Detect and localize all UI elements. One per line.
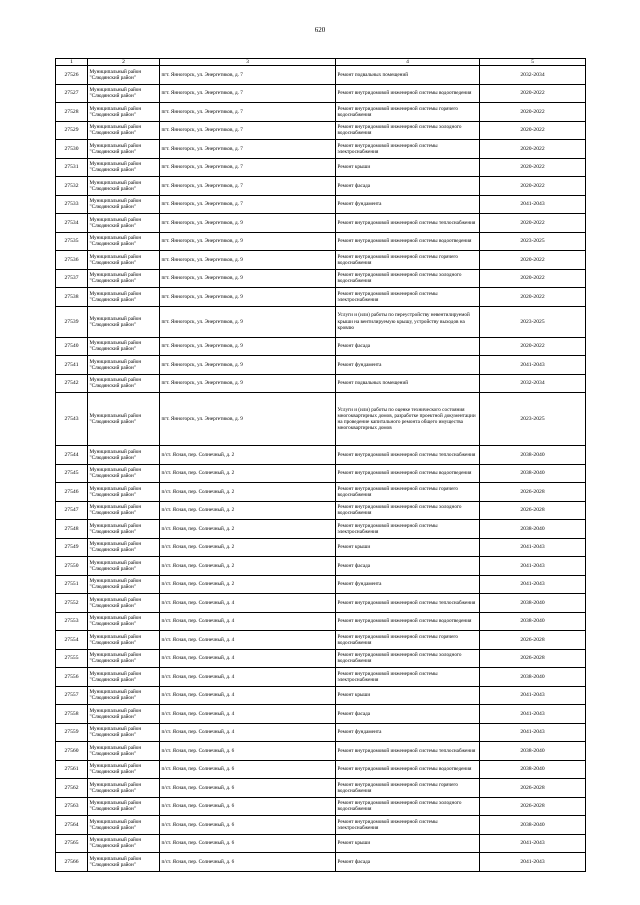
work-type-cell: Ремонт крыши: [336, 686, 480, 705]
row-number: 27528: [56, 103, 88, 122]
period-cell: 2026-2028: [480, 779, 586, 798]
period-cell: 2020-2022: [480, 140, 586, 159]
table-row: [56, 483, 586, 502]
period-cell: 2038-2040: [480, 612, 586, 631]
period-cell: 2038-2040: [480, 742, 586, 761]
municipality-cell: Муниципальный район "Слюдянский район": [88, 520, 160, 539]
period-cell: 2020-2022: [480, 103, 586, 122]
address-cell: п/ст. Ясная, пер. Солнечный, д. 4: [160, 631, 336, 650]
row-number: 27541: [56, 356, 88, 375]
address-cell: п/ст. Ясная, пер. Солнечный, д. 2: [160, 538, 336, 557]
row-number: 27527: [56, 84, 88, 103]
row-number: 27566: [56, 853, 88, 872]
municipality-cell: Муниципальный район "Слюдянский район": [88, 649, 160, 668]
period-cell: 2041-2043: [480, 575, 586, 594]
period-cell: 2041-2043: [480, 705, 586, 724]
period-cell: 2026-2028: [480, 483, 586, 502]
row-number: 27552: [56, 594, 88, 613]
municipality-cell: Муниципальный район "Слюдянский район": [88, 483, 160, 502]
address-cell: п/ст. Ясная, пер. Солнечный, д. 6: [160, 742, 336, 761]
municipality-cell: Муниципальный район "Слюдянский район": [88, 337, 160, 356]
work-type-cell: Ремонт крыши: [336, 834, 480, 853]
period-cell: 2032-2034: [480, 374, 586, 393]
address-cell: пгт. Янногорск, ул. Энергетиков, д. 9: [160, 214, 336, 233]
work-type-cell: Ремонт внутридомовой инженерной системы теплоснабжения: [336, 214, 480, 233]
address-cell: п/ст. Ясная, пер. Солнечный, д. 6: [160, 853, 336, 872]
table-row: [56, 337, 586, 356]
table-row: [56, 834, 586, 853]
work-type-cell: Ремонт внутридомовой инженерной системы горячего водоснабжения: [336, 483, 480, 502]
row-number: 27543: [56, 393, 88, 446]
table-row: [56, 306, 586, 337]
municipality-cell: Муниципальный район "Слюдянский район": [88, 140, 160, 159]
table-row: [56, 538, 586, 557]
address-cell: п/ст. Ясная, пер. Солнечный, д. 6: [160, 816, 336, 835]
municipality-cell: Муниципальный район "Слюдянский район": [88, 177, 160, 196]
column-header: 1: [56, 59, 88, 66]
table-row: [56, 288, 586, 307]
row-number: 27564: [56, 816, 88, 835]
municipality-cell: Муниципальный район "Слюдянский район": [88, 356, 160, 375]
row-number: 27563: [56, 797, 88, 816]
table-row: [56, 686, 586, 705]
period-cell: 2020-2022: [480, 269, 586, 288]
work-type-cell: Ремонт внутридомовой инженерной системы водоотведения: [336, 612, 480, 631]
period-cell: 2041-2043: [480, 834, 586, 853]
row-number: 27553: [56, 612, 88, 631]
table-row: [56, 631, 586, 650]
table-row: [56, 816, 586, 835]
work-type-cell: Ремонт фундамента: [336, 195, 480, 214]
municipality-cell: Муниципальный район "Слюдянский район": [88, 158, 160, 177]
row-number: 27555: [56, 649, 88, 668]
table-row: [56, 668, 586, 687]
work-type-cell: Ремонт внутридомовой инженерной системы холодного водоснабжения: [336, 269, 480, 288]
work-type-cell: Услуги и (или) работы по оценке технического состояния многоквартирных домов, разработке проектной документации на проведение капитального ремонта общего имущества многоквартирных домов: [336, 393, 480, 446]
municipality-cell: Муниципальный район "Слюдянский район": [88, 742, 160, 761]
municipality-cell: Муниципальный район "Слюдянский район": [88, 121, 160, 140]
work-type-cell: Ремонт внутридомовой инженерной системы водоотведения: [336, 84, 480, 103]
municipality-cell: Муниципальный район "Слюдянский район": [88, 816, 160, 835]
table-row: [56, 103, 586, 122]
municipality-cell: Муниципальный район "Слюдянский район": [88, 393, 160, 446]
address-cell: п/ст. Ясная, пер. Солнечный, д. 2: [160, 446, 336, 465]
row-number: 27554: [56, 631, 88, 650]
municipality-cell: Муниципальный район "Слюдянский район": [88, 374, 160, 393]
table-row: [56, 393, 586, 446]
period-cell: 2038-2040: [480, 594, 586, 613]
municipality-cell: Муниципальный район "Слюдянский район": [88, 288, 160, 307]
row-number: 27556: [56, 668, 88, 687]
period-cell: 2020-2022: [480, 177, 586, 196]
period-cell: 2038-2040: [480, 816, 586, 835]
row-number: 27565: [56, 834, 88, 853]
municipality-cell: Муниципальный район "Слюдянский район": [88, 631, 160, 650]
row-number: 27531: [56, 158, 88, 177]
address-cell: п/ст. Ясная, пер. Солнечный, д. 4: [160, 612, 336, 631]
period-cell: 2038-2040: [480, 464, 586, 483]
table-row: [56, 374, 586, 393]
work-type-cell: Ремонт фасада: [336, 177, 480, 196]
municipality-cell: Муниципальный район "Слюдянский район": [88, 195, 160, 214]
row-number: 27546: [56, 483, 88, 502]
work-type-cell: Ремонт внутридомовой инженерной системы холодного водоснабжения: [336, 649, 480, 668]
row-number: 27561: [56, 760, 88, 779]
address-cell: пгт. Янногорск, ул. Энергетиков, д. 7: [160, 195, 336, 214]
period-cell: 2041-2043: [480, 686, 586, 705]
address-cell: п/ст. Ясная, пер. Солнечный, д. 2: [160, 575, 336, 594]
address-cell: пгт. Янногорск, ул. Энергетиков, д. 9: [160, 337, 336, 356]
work-type-cell: Ремонт подвальных помещений: [336, 66, 480, 85]
address-cell: п/ст. Ясная, пер. Солнечный, д. 4: [160, 686, 336, 705]
municipality-cell: Муниципальный район "Слюдянский район": [88, 501, 160, 520]
municipality-cell: Муниципальный район "Слюдянский район": [88, 779, 160, 798]
table-row: [56, 195, 586, 214]
period-cell: 2041-2043: [480, 723, 586, 742]
address-cell: п/ст. Ясная, пер. Солнечный, д. 6: [160, 834, 336, 853]
table-row: [56, 446, 586, 465]
work-type-cell: Ремонт внутридомовой инженерной системы электроснабжения: [336, 288, 480, 307]
row-number: 27538: [56, 288, 88, 307]
period-cell: 2020-2022: [480, 337, 586, 356]
municipality-cell: Муниципальный район "Слюдянский район": [88, 232, 160, 251]
period-cell: 2023-2025: [480, 232, 586, 251]
municipality-cell: Муниципальный район "Слюдянский район": [88, 214, 160, 233]
page-number: 620: [314, 26, 326, 34]
row-number: 27559: [56, 723, 88, 742]
address-cell: пгт. Янногорск, ул. Энергетиков, д. 7: [160, 103, 336, 122]
municipality-cell: Муниципальный район "Слюдянский район": [88, 834, 160, 853]
row-number: 27533: [56, 195, 88, 214]
address-cell: пгт. Янногорск, ул. Энергетиков, д. 7: [160, 177, 336, 196]
table-row: [56, 501, 586, 520]
work-type-cell: Ремонт фасада: [336, 557, 480, 576]
row-number: 27544: [56, 446, 88, 465]
period-cell: 2041-2043: [480, 853, 586, 872]
address-cell: п/ст. Ясная, пер. Солнечный, д. 6: [160, 760, 336, 779]
period-cell: 2041-2043: [480, 557, 586, 576]
address-cell: пгт. Янногорск, ул. Энергетиков, д. 7: [160, 158, 336, 177]
row-number: 27550: [56, 557, 88, 576]
municipality-cell: Муниципальный район "Слюдянский район": [88, 594, 160, 613]
work-type-cell: Ремонт внутридомовой инженерной системы электроснабжения: [336, 668, 480, 687]
address-cell: п/ст. Ясная, пер. Солнечный, д. 2: [160, 464, 336, 483]
municipality-cell: Муниципальный район "Слюдянский район": [88, 306, 160, 337]
work-type-cell: Ремонт внутридомовой инженерной системы электроснабжения: [336, 816, 480, 835]
municipality-cell: Муниципальный район "Слюдянский район": [88, 797, 160, 816]
address-cell: п/ст. Ясная, пер. Солнечный, д. 2: [160, 483, 336, 502]
row-number: 27526: [56, 66, 88, 85]
work-type-cell: Ремонт внутридомовой инженерной системы холодного водоснабжения: [336, 501, 480, 520]
work-type-cell: Ремонт внутридомовой инженерной системы горячего водоснабжения: [336, 631, 480, 650]
table-row: [56, 742, 586, 761]
address-cell: пгт. Янногорск, ул. Энергетиков, д. 9: [160, 374, 336, 393]
table-row: [56, 269, 586, 288]
address-cell: п/ст. Ясная, пер. Солнечный, д. 4: [160, 594, 336, 613]
table-row: [56, 723, 586, 742]
work-type-cell: Ремонт внутридомовой инженерной системы горячего водоснабжения: [336, 103, 480, 122]
address-cell: пгт. Янногорск, ул. Энергетиков, д. 9: [160, 356, 336, 375]
period-cell: 2020-2022: [480, 121, 586, 140]
work-type-cell: Ремонт внутридомовой инженерной системы теплоснабжения: [336, 446, 480, 465]
table-row: [56, 140, 586, 159]
column-header: 2: [88, 59, 160, 66]
work-type-cell: Ремонт внутридомовой инженерной системы горячего водоснабжения: [336, 779, 480, 798]
work-type-cell: Ремонт фундамента: [336, 723, 480, 742]
table-row: [56, 158, 586, 177]
address-cell: пгт. Янногорск, ул. Энергетиков, д. 9: [160, 288, 336, 307]
row-number: 27537: [56, 269, 88, 288]
work-type-cell: Ремонт внутридомовой инженерной системы горячего водоснабжения: [336, 251, 480, 270]
work-type-cell: Ремонт крыши: [336, 538, 480, 557]
period-cell: 2020-2022: [480, 288, 586, 307]
municipality-cell: Муниципальный район "Слюдянский район": [88, 446, 160, 465]
period-cell: 2041-2043: [480, 195, 586, 214]
municipality-cell: Муниципальный район "Слюдянский район": [88, 668, 160, 687]
municipality-cell: Муниципальный район "Слюдянский район": [88, 84, 160, 103]
row-number: 27534: [56, 214, 88, 233]
table-row: [56, 594, 586, 613]
period-cell: 2038-2040: [480, 668, 586, 687]
work-type-cell: Ремонт внутридомовой инженерной системы водоотведения: [336, 760, 480, 779]
address-cell: п/ст. Ясная, пер. Солнечный, д. 6: [160, 797, 336, 816]
row-number: 27547: [56, 501, 88, 520]
address-cell: пгт. Янногорск, ул. Энергетиков, д. 9: [160, 232, 336, 251]
table-row: [56, 779, 586, 798]
row-number: 27558: [56, 705, 88, 724]
column-header: 4: [336, 59, 480, 66]
period-cell: 2038-2040: [480, 446, 586, 465]
municipality-cell: Муниципальный район "Слюдянский район": [88, 612, 160, 631]
table-row: [56, 177, 586, 196]
municipality-cell: Муниципальный район "Слюдянский район": [88, 269, 160, 288]
work-type-cell: Ремонт внутридомовой инженерной системы электроснабжения: [336, 520, 480, 539]
registry-table: [55, 58, 586, 872]
row-number: 27529: [56, 121, 88, 140]
municipality-cell: Муниципальный район "Слюдянский район": [88, 760, 160, 779]
row-number: 27532: [56, 177, 88, 196]
address-cell: п/ст. Ясная, пер. Солнечный, д. 2: [160, 520, 336, 539]
row-number: 27530: [56, 140, 88, 159]
table-row: [56, 464, 586, 483]
municipality-cell: Муниципальный район "Слюдянский район": [88, 705, 160, 724]
municipality-cell: Муниципальный район "Слюдянский район": [88, 557, 160, 576]
work-type-cell: Ремонт внутридомовой инженерной системы электроснабжения: [336, 140, 480, 159]
municipality-cell: Муниципальный район "Слюдянский район": [88, 853, 160, 872]
period-cell: 2020-2022: [480, 214, 586, 233]
table-row: [56, 121, 586, 140]
work-type-cell: Ремонт крыши: [336, 158, 480, 177]
column-header: 5: [480, 59, 586, 66]
address-cell: пгт. Янногорск, ул. Энергетиков, д. 9: [160, 393, 336, 446]
period-cell: 2026-2028: [480, 649, 586, 668]
work-type-cell: Услуги и (или) работы по переустройству невентилируемой крыши на вентилируемую крышу, устройству выходов на кровлю: [336, 306, 480, 337]
address-cell: п/ст. Ясная, пер. Солнечный, д. 6: [160, 779, 336, 798]
table-row: [56, 612, 586, 631]
table-header-row: [56, 59, 586, 66]
table-row: [56, 356, 586, 375]
address-cell: пгт. Янногорск, ул. Энергетиков, д. 7: [160, 121, 336, 140]
address-cell: п/ст. Ясная, пер. Солнечный, д. 4: [160, 649, 336, 668]
work-type-cell: Ремонт внутридомовой инженерной системы водоотведения: [336, 232, 480, 251]
municipality-cell: Муниципальный район "Слюдянский район": [88, 464, 160, 483]
period-cell: 2026-2028: [480, 797, 586, 816]
row-number: 27549: [56, 538, 88, 557]
period-cell: 2038-2040: [480, 520, 586, 539]
row-number: 27545: [56, 464, 88, 483]
period-cell: 2023-2025: [480, 393, 586, 446]
row-number: 27539: [56, 306, 88, 337]
work-type-cell: Ремонт подвальных помещений: [336, 374, 480, 393]
period-cell: 2032-2034: [480, 66, 586, 85]
municipality-cell: Муниципальный район "Слюдянский район": [88, 251, 160, 270]
table-row: [56, 520, 586, 539]
municipality-cell: Муниципальный район "Слюдянский район": [88, 723, 160, 742]
address-cell: п/ст. Ясная, пер. Солнечный, д. 4: [160, 705, 336, 724]
row-number: 27551: [56, 575, 88, 594]
column-header: 3: [160, 59, 336, 66]
period-cell: 2023-2025: [480, 306, 586, 337]
row-number: 27540: [56, 337, 88, 356]
address-cell: пгт. Янногорск, ул. Энергетиков, д. 7: [160, 66, 336, 85]
work-type-cell: Ремонт фасада: [336, 337, 480, 356]
row-number: 27535: [56, 232, 88, 251]
address-cell: пгт. Янногорск, ул. Энергетиков, д. 9: [160, 269, 336, 288]
table-row: [56, 66, 586, 85]
work-type-cell: Ремонт фасада: [336, 853, 480, 872]
address-cell: п/ст. Ясная, пер. Солнечный, д. 4: [160, 723, 336, 742]
work-type-cell: Ремонт внутридомовой инженерной системы холодного водоснабжения: [336, 797, 480, 816]
period-cell: 2026-2028: [480, 501, 586, 520]
address-cell: пгт. Янногорск, ул. Энергетиков, д. 9: [160, 306, 336, 337]
table-row: [56, 853, 586, 872]
period-cell: 2020-2022: [480, 251, 586, 270]
period-cell: 2041-2043: [480, 356, 586, 375]
address-cell: пгт. Янногорск, ул. Энергетиков, д. 7: [160, 140, 336, 159]
table-row: [56, 214, 586, 233]
period-cell: 2020-2022: [480, 84, 586, 103]
table-row: [56, 760, 586, 779]
table-row: [56, 84, 586, 103]
address-cell: п/ст. Ясная, пер. Солнечный, д. 2: [160, 557, 336, 576]
period-cell: 2038-2040: [480, 760, 586, 779]
table-row: [56, 557, 586, 576]
municipality-cell: Муниципальный район "Слюдянский район": [88, 538, 160, 557]
address-cell: п/ст. Ясная, пер. Солнечный, д. 4: [160, 668, 336, 687]
work-type-cell: Ремонт внутридомовой инженерной системы теплоснабжения: [336, 594, 480, 613]
row-number: 27557: [56, 686, 88, 705]
period-cell: 2026-2028: [480, 631, 586, 650]
table-row: [56, 251, 586, 270]
municipality-cell: Муниципальный район "Слюдянский район": [88, 686, 160, 705]
table-row: [56, 797, 586, 816]
address-cell: пгт. Янногорск, ул. Энергетиков, д. 9: [160, 251, 336, 270]
row-number: 27562: [56, 779, 88, 798]
municipality-cell: Муниципальный район "Слюдянский район": [88, 103, 160, 122]
row-number: 27542: [56, 374, 88, 393]
municipality-cell: Муниципальный район "Слюдянский район": [88, 66, 160, 85]
row-number: 27536: [56, 251, 88, 270]
address-cell: пгт. Янногорск, ул. Энергетиков, д. 7: [160, 84, 336, 103]
work-type-cell: Ремонт фундамента: [336, 356, 480, 375]
table-row: [56, 232, 586, 251]
table-body: [56, 66, 586, 872]
table-row: [56, 705, 586, 724]
row-number: 27548: [56, 520, 88, 539]
table-row: [56, 649, 586, 668]
row-number: 27560: [56, 742, 88, 761]
period-cell: 2020-2022: [480, 158, 586, 177]
period-cell: 2041-2043: [480, 538, 586, 557]
work-type-cell: Ремонт внутридомовой инженерной системы теплоснабжения: [336, 742, 480, 761]
address-cell: п/ст. Ясная, пер. Солнечный, д. 2: [160, 501, 336, 520]
municipality-cell: Муниципальный район "Слюдянский район": [88, 575, 160, 594]
work-type-cell: Ремонт фасада: [336, 705, 480, 724]
work-type-cell: Ремонт фундамента: [336, 575, 480, 594]
work-type-cell: Ремонт внутридомовой инженерной системы водоотведения: [336, 464, 480, 483]
work-type-cell: Ремонт внутридомовой инженерной системы холодного водоснабжения: [336, 121, 480, 140]
table-row: [56, 575, 586, 594]
